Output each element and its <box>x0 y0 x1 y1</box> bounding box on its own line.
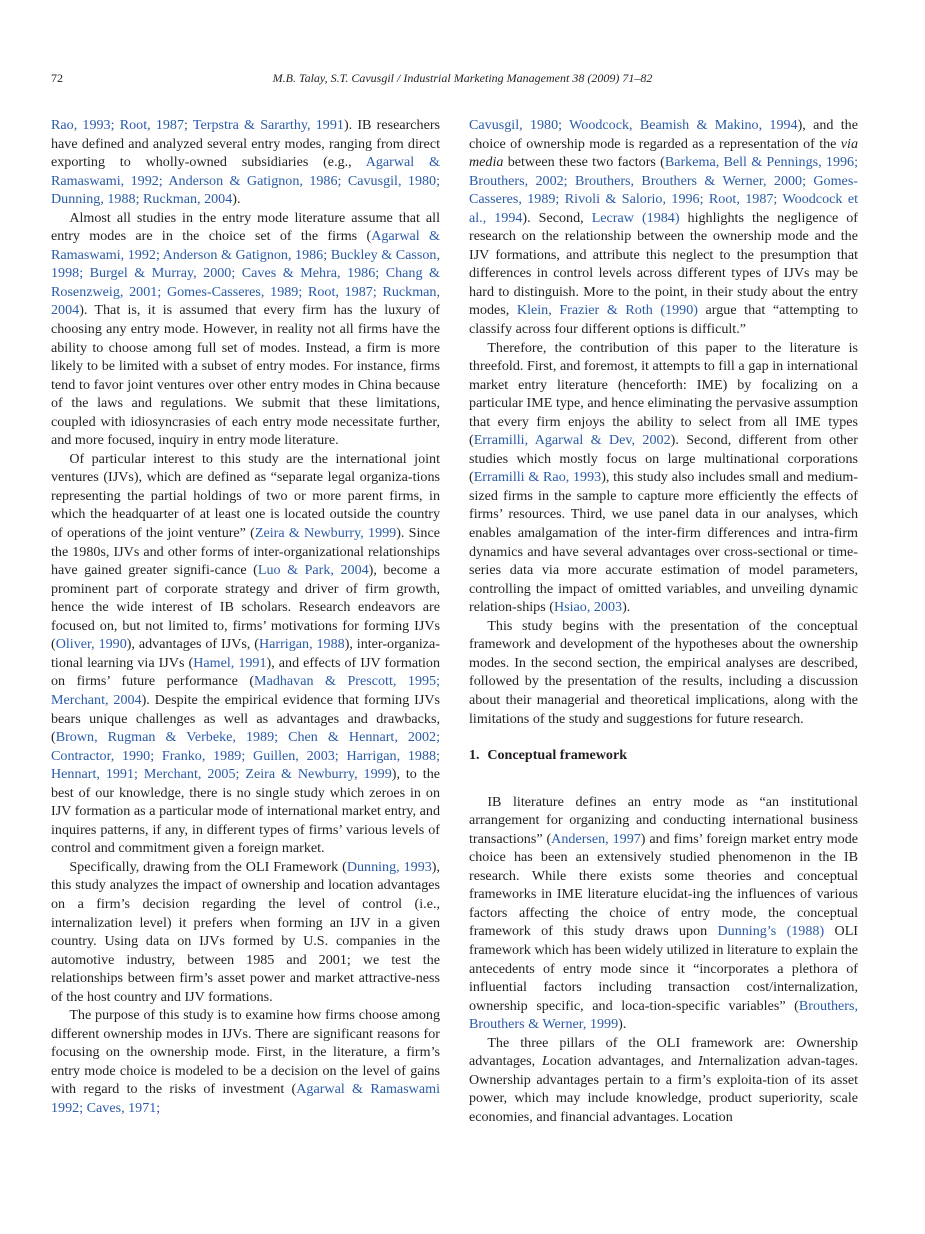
section-title: Conceptual framework <box>487 747 628 764</box>
paragraph-text: Specifically, drawing from the OLI Framework ( <box>69 858 347 875</box>
paragraph-text: ). Second, different from other studies which mostly focus on large multinational corporations ( <box>469 432 858 486</box>
paragraph-text: ). IB researchers have defined and analyzed several entry modes, ranging from direct exporting to wholly-owned subsidiaries (e.g., <box>51 117 441 171</box>
paragraph-text: argue that “attempting to classify across four different options is difficult.” <box>469 302 858 338</box>
paragraph-text: The three pillars of the OLI framework are: <box>487 1034 797 1051</box>
paragraph-text: nternalization advan-tages. Ownership advantages pertain to a firm’s exploita-tion of its asset power, which may include knowledge, product superiority, scale economies, and financial advantages. Location <box>469 1053 858 1125</box>
paragraph-text: Almost all studies in the entry mode literature assume that all entry modes are in the choice set of the firms ( <box>51 209 440 245</box>
citation-link[interactable]: Hamel, 1991 <box>193 654 267 671</box>
paragraph-text: ) and fims’ foreign market entry mode choice has been an extensively studied phenomenon in the IB research. While there exists some theories and conceptual frameworks in IME literature elucidat-ing the influences of various factors affecting the choice of entry mode, the conceptual framework of this study draws upon <box>469 830 859 940</box>
citation-link[interactable]: Agarwal & Ramaswami, 1992; Anderson & Gatignon, 1986; Cavusgil, 1980; Dunning, 1988; Ruckman, 2004 <box>51 154 440 208</box>
citation-link[interactable]: Brown, Rugman & Verbeke, 1989; Chen & Hennart, 2002; Contractor, 1990; Franko, 1989; Guillen, 2003; Harrigan, 1988; Hennart, 1991; Merchant, 2005; Zeira & Newburry, 1999 <box>51 729 440 783</box>
paragraph <box>469 339 858 617</box>
citation-link[interactable]: Zeira & Newburry, 1999 <box>254 525 397 542</box>
paragraph-text: ), this study also includes small and medium-sized firms in the sample to capture more efficiently the effects of firms’ resources. Third, we use panel data in our analyses, which enables amalgamation of the inter-firm differences and intra-firm dynamics and have several advantages over cross-sectional or time-series data via more accurate estimation of model parameters, controlling the impact of omitted variables, and unveiling dynamic relation-ships ( <box>469 469 858 616</box>
italic-text: L <box>541 1053 550 1070</box>
running-title: M.B. Talay, S.T. Cavusgil / Industrial Marketing Management 38 (2009) 71–82 <box>272 71 653 85</box>
paragraph <box>51 116 440 209</box>
paragraph-text: ), and the choice of ownership mode is regarded as a representation of the <box>469 117 858 152</box>
paragraph-text: ). <box>622 599 631 616</box>
citation-link[interactable]: Erramilli, Agarwal & Dev, 2002 <box>473 432 671 449</box>
paragraph <box>469 793 858 1034</box>
paragraph-text: ). <box>232 191 241 208</box>
citation-link[interactable]: Dunning, 1993 <box>346 858 432 875</box>
section-heading <box>469 746 858 765</box>
paragraph <box>51 1006 440 1117</box>
italic-text: I <box>698 1053 703 1070</box>
paragraph-text: ). <box>618 1016 627 1033</box>
paragraph-text: ), to the best of our knowledge, there is no single study which zeroes in on IJV formation as a particular mode of international market entry, and inquires patterns, if any, in different types of firms’ various levels of control and commitment given a foreign market. <box>51 766 440 857</box>
paragraph <box>51 450 440 858</box>
paragraph-text: ), advantages of IJVs, ( <box>126 636 259 653</box>
italic-text: via media <box>469 135 858 171</box>
paragraph-text: ). Despite the empirical evidence that forming IJVs bears unique challenges as well as advantages and drawbacks, ( <box>51 691 440 746</box>
paragraph-text: wnership advantages, <box>469 1034 858 1070</box>
paragraph-text: Of particular interest to this study are the international joint ventures (IJVs), which are defined as “separate legal organiza-tions representing the partial holdings of two or more parent firms, in which the headquarter of at least one is located outside the country of operations of the joint venture” ( <box>51 450 440 542</box>
page-number: 72 <box>51 71 63 85</box>
citation-link[interactable]: Harrigan, 1988 <box>258 636 345 653</box>
citation-link[interactable]: Madhavan & Prescott, 1995; Merchant, 2004 <box>51 673 440 708</box>
paragraph <box>469 116 858 339</box>
citation-link[interactable]: Klein, Frazier & Roth (1990) <box>516 302 698 319</box>
paragraph-text: ). Since the 1980s, IJVs and other forms of inter-organizational relationships have gained greater signifi-cance ( <box>51 525 440 579</box>
paragraph-text: ), become a prominent part of corporate strategy and driver of firm growth, hence the wide interest of IB scholars. Research endeavors are focused on, but not limited to, firms’ motivations for forming IJVs ( <box>51 562 441 653</box>
paragraph-text: The purpose of this study is to examine how firms choose among different ownership modes in IJVs. There are significant reasons for focusing on the ownership mode. First, in the literature, a firm’s entry mode choice is modeled to be a decision on the level of gains with regard to the risks of investment ( <box>51 1007 440 1098</box>
paragraph-text: ). That is, it is assumed that every firm has the luxury of choosing any entry mode. However, in reality not all firms have the ability to choose among full set of modes. Instead, a firm is more likely to be limited with a subset of entry modes. For instance, firms tend to favor joint ventures over other entry modes in China because of the laws and regulations. We submit that these limitations, coupled with idiosyncrasies of each entry mode necessitate further, and more focused, inquiry in entry mode literature. <box>51 302 440 449</box>
paragraph <box>51 209 440 450</box>
left-column <box>51 116 440 1118</box>
citation-link[interactable]: Rao, 1993; Root, 1987; Terpstra & Sararthy, 1991 <box>51 117 344 133</box>
paragraph-text: ), and effects of IJV formation on firms’ future performance ( <box>51 654 440 690</box>
citation-link[interactable]: Hsiao, 2003 <box>553 599 623 616</box>
citation-link[interactable]: Andersen, 1997 <box>551 830 641 847</box>
paragraph-text: ), this study analyzes the impact of ownership and location advantages on a firm’s decision regarding the level of control (i.e., internalization level) it prefers when forming an IJV in a given country. Using data on IJVs formed by U.S. companies in the automotive industry, between 1985 and 2001; we test the relationships between firm’s asset power and market attractive-ness of the host country and IJV formations. <box>51 858 441 1005</box>
citation-link[interactable]: Oliver, 1990 <box>55 636 127 653</box>
paragraph-text: ). Second, <box>522 209 592 226</box>
citation-link[interactable]: Luo & Park, 2004 <box>257 562 369 579</box>
italic-text: O <box>796 1034 807 1051</box>
page-header <box>0 71 925 87</box>
paragraph-text: Therefore, the contribution of this paper to the literature is threefold. First, and foremost, it attempts to fill a gap in international market entry literature (henceforth: IME) by focalizing on a particular IME type, and hence eliminating the pervasive assumption that every firm enjoys the ability to select from all IME types ( <box>469 339 858 449</box>
citation-link[interactable]: Cavusgil, 1980; Woodcock, Beamish & Makino, 1994 <box>469 117 798 133</box>
left-column-body <box>51 116 440 1118</box>
paragraph <box>469 1034 858 1127</box>
paragraph-text: ocation advantages, and <box>549 1053 699 1070</box>
citation-link[interactable]: Lecraw (1984) <box>591 209 680 226</box>
right-column <box>469 116 858 1126</box>
paragraph <box>469 617 858 728</box>
citation-link[interactable]: Dunning’s (1988) <box>717 923 825 940</box>
citation-link[interactable]: Agarwal & Ramaswami 1992; Caves, 1971; <box>51 1081 440 1116</box>
citation-link[interactable]: Barkema, Bell & Pennings, 1996; Brouthers, 2002; Brouthers, Brouthers & Werner, 2000; Gomes-Casseres, 1989; Rivoli & Salorio, 1996; Root, 1987; Woodcock et al., 1994 <box>469 154 858 226</box>
paragraph <box>51 858 440 1006</box>
citation-link[interactable]: Erramilli & Rao, 1993 <box>473 469 602 486</box>
citation-link[interactable]: Brouthers, Brouthers & Werner, 1999 <box>469 997 858 1033</box>
paragraph-text: highlights the negligence of research on the relationship between the ownership mode and the IJV formations, and attribute this neglect to the presumption that differences in control levels across different types of IJVs may be hard to distinguish. More to the point, in their study about the entry modes, <box>469 209 858 319</box>
section-number: 1. <box>469 747 480 764</box>
right-column-body <box>469 116 858 728</box>
paragraph-text: OLI framework which has been widely utilized in literature to explain the antecedents of entry mode since it “incorporates a plethora of influential factors including transaction cost/internalization, ownership specific, and loca-tion-specific variables” ( <box>469 923 859 1014</box>
right-column-body-continued <box>469 793 858 1127</box>
paragraph-text: between these two factors ( <box>503 154 665 171</box>
paragraph-text: ), inter-organiza-tional learning via IJVs ( <box>51 636 440 671</box>
paragraph-text: IB literature defines an entry mode as “an institutional arrangement for organizing and conducting international business transactions” ( <box>469 793 858 847</box>
paragraph-text: This study begins with the presentation of the conceptual framework and development of the hypotheses about the ownership modes. In the second section, the empirical analyses are described, followed by the presentation of the results, including a discussion about their managerial and theoretical implications, along with the limitations of the study and suggestions for future research. <box>469 617 858 727</box>
citation-link[interactable]: Agarwal & Ramaswami, 1992; Anderson & Gatignon, 1986; Buckley & Casson, 1998; Burgel & Murray, 2000; Caves & Mehra, 1986; Chang & Rosenzweig, 2001; Gomes-Casseres, 1989; Root, 1987; Ruckman, 2004 <box>51 228 440 319</box>
